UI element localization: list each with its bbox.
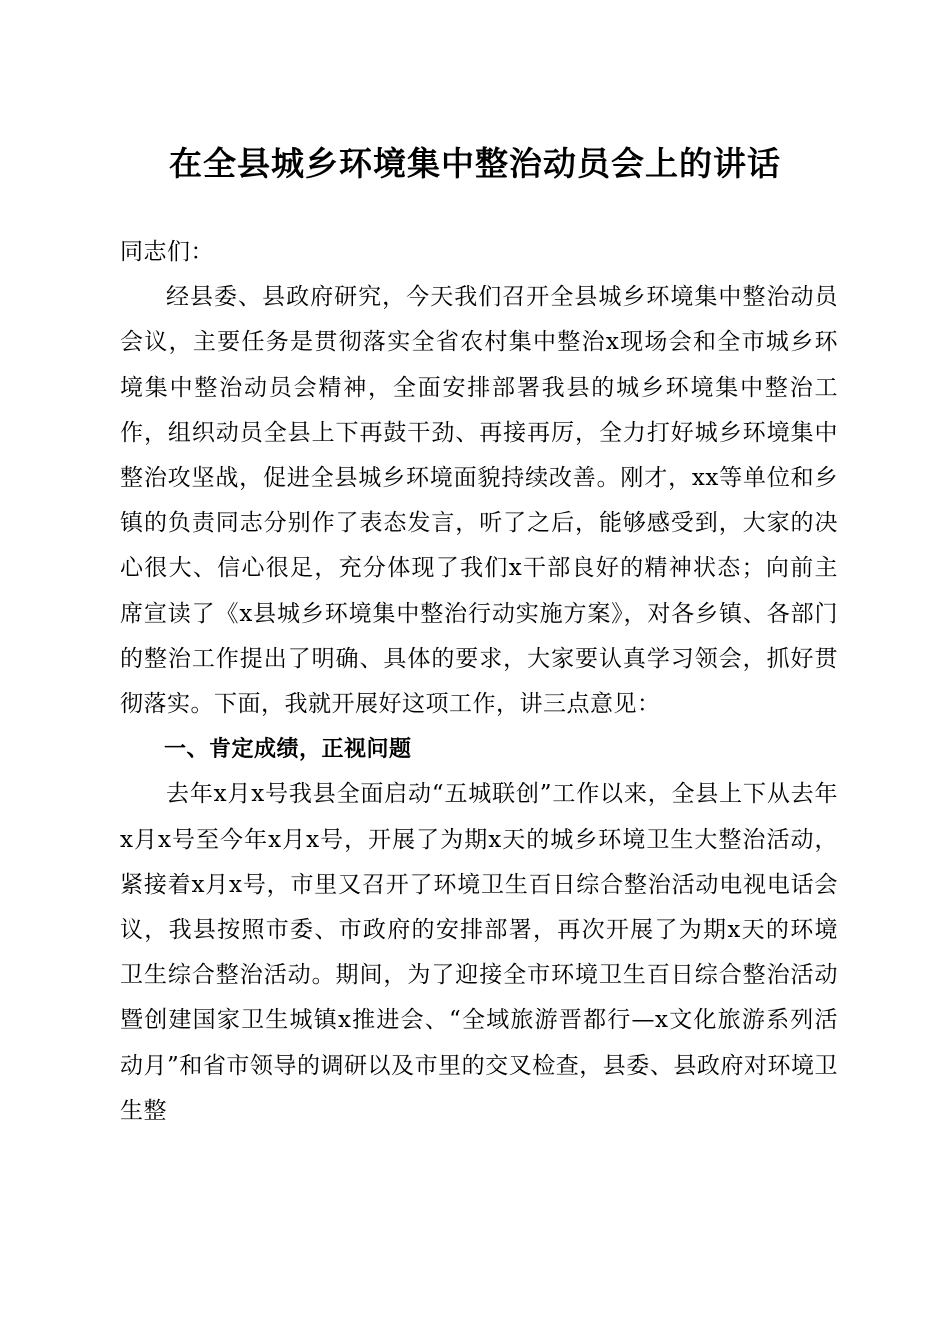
section-heading: 一、肯定成绩，正视问题 <box>164 737 412 763</box>
document-body <box>120 230 838 1134</box>
intro-paragraph: 经县委、县政府研究，今天我们召开全县城乡环境集中整治动员会议，主要任务是贯彻落实全省农村集中整治x现场会和全市城乡环境集中整治动员会精神，全面安排部署我县的城乡环境集中整治工作，组织动员全县上下再鼓干劲、再接再厉，全力打好城乡环境集中整治攻坚战，促进全县城乡环境面貌持续改善。刚才，xx等单位和乡镇的负责同志分别作了表态发言，听了之后，能够感受到，大家的决心很大、信心很足，充分体现了我们x干部良好的精神状态；向前主席宣读了《x县城乡环境集中整治行动实施方案》，对各乡镇、各部门的整治工作提出了明确、具体的要求，大家要认真学习领会，抓好贯彻落实。下面，我就开展好这项工作，讲三点意见： <box>120 284 838 718</box>
salutation: 同志们： <box>120 239 214 265</box>
section-paragraph: 去年x月x号我县全面启动“五城联创”工作以来，全县上下从去年x月x号至今年x月x号，开展了为期x天的城乡环境卫生大整治活动，紧接着x月x号，市里又召开了环境卫生百日综合整治活动电视电话会议，我县按照市委、市政府的安排部署，再次开展了为期x天的环境卫生综合整治活动。期间，为了迎接全市环境卫生百日综合整治活动暨创建国家卫生城镇x推进会、“全域旅游晋都行—x文化旅游系列活动月”和省市领导的调研以及市里的交叉检查，县委、县政府对环境卫生整 <box>120 781 838 1124</box>
page-title: 在全县城乡环境集中整治动员会上的讲话 <box>169 144 781 183</box>
